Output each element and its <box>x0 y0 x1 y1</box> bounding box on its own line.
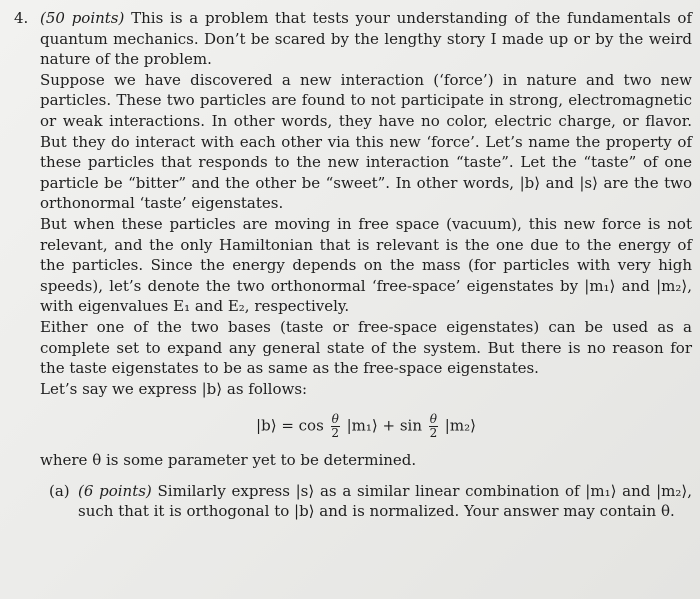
problem-intro <box>40 8 692 70</box>
equation-rhs: |m₂⟩ <box>444 416 476 435</box>
paragraph-express: Let’s say we express |b⟩ as follows: <box>40 379 308 398</box>
equation-mid: |m₁⟩ + sin <box>346 416 422 435</box>
part-a-text: Similarly express |s⟩ as a similar linear combination of |m₁⟩ and |m₂⟩, such that it is orthogonal to |b⟩ and is normalized. Your answer may contain θ. <box>78 481 692 521</box>
fraction-theta-half-1 <box>331 413 340 440</box>
fraction-denominator: 2 <box>429 426 438 441</box>
part-a <box>40 481 692 522</box>
equation-lhs: |b⟩ = cos <box>256 416 324 435</box>
problem-points: (50 points) <box>40 9 125 27</box>
paragraph-taste: Suppose we have discovered a new interaction (‘force’) in nature and two new particles. These two particles are found to not participate in strong, electromagnetic or weak interactions. In other words, they have no color, electric charge, or flavor. But they do interact with each other via this new ‘force’. Let’s name the property of these particles that responds to the new interaction “taste”. Let the “taste” of one particle be “bitter” and the other be “sweet”. In other words, |b⟩ and |s⟩ are the two orthonormal ‘taste’ eigenstates. <box>40 70 692 213</box>
problem-body <box>40 8 692 522</box>
paragraph-bases: Either one of the two bases (taste or free-space eigenstates) can be used as a complete set to expand any general state of the system. But there is no reason for the taste eigenstates to be as same as the free-space eigenstates. <box>40 317 692 378</box>
problem-4 <box>14 8 694 522</box>
fraction-numerator: θ <box>331 412 339 427</box>
part-a-points: (6 points) <box>78 481 152 500</box>
fraction-theta-half-2 <box>429 413 438 440</box>
where-theta: where θ is some parameter yet to be determined. <box>40 451 417 470</box>
intro-text: This is a problem that tests your understanding of the fundamentals of quantum mechanics. Don’t be scared by the lengthy story I made up or by the weird nature of the problem. <box>40 9 692 69</box>
equation-b-state <box>40 413 692 440</box>
problem-number: 4. <box>14 9 29 27</box>
paragraph-free-space: But when these particles are moving in free space (vacuum), this new force is not relevant, and the only Hamiltonian that is relevant is the one due to the energy of the particles. Since the energy depends on the mass (for particles with very high speeds), let’s denote the two orthonormal ‘free-space’ eigenstates by |m₁⟩ and |m₂⟩, with eigenvalues E₁ and E₂, respectively. <box>40 214 692 316</box>
fraction-denominator: 2 <box>331 426 340 441</box>
fraction-numerator: θ <box>429 412 438 427</box>
part-a-question <box>78 481 692 522</box>
part-a-label: (a) <box>49 481 70 500</box>
